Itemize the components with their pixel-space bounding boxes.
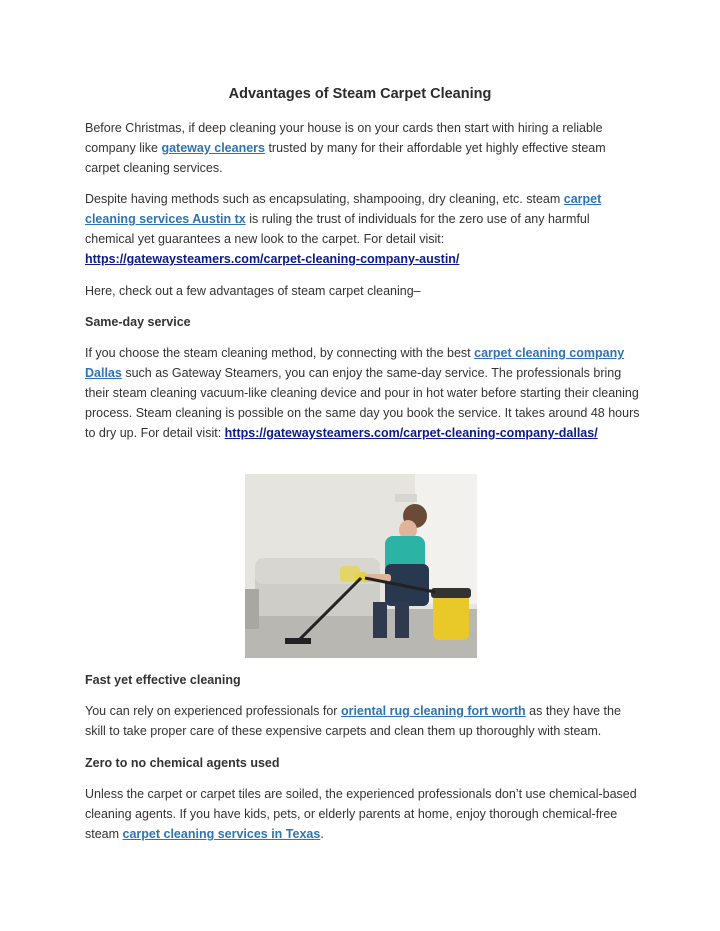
link-gateway-cleaners[interactable]: gateway cleaners [161,141,265,155]
url-link-dallas[interactable]: https://gatewaysteamers.com/carpet-cleaning-company-dallas/ [224,426,598,440]
paragraph-methods [85,189,640,269]
paragraph-text: If you choose the steam cleaning method, by connecting with the best [85,346,475,360]
paragraph-advantages-intro: Here, check out a few advantages of steam carpet cleaning– [85,284,421,298]
paragraph-text: Before Christmas, if deep cleaning your house is on your cards then start with hiring a reliable company like [85,121,603,155]
page-title: Advantages of Steam Carpet Cleaning [228,86,492,102]
paragraph-text: such as Gateway Steamers, you can enjoy the same-day service. The professionals bring their steam cleaning vacuum-like cleaning device and pour in hot water before starting their cleaning process. Steam cleaning is possible on the same day you book the service. It takes around 48 hours to dry up. For detail visit: [85,366,640,440]
heading-same-day-service: Same-day service [85,315,191,329]
url-link-austin[interactable]: https://gatewaysteamers.com/carpet-cleaning-company-austin/ [85,252,460,266]
paragraph-text: as they have the skill to take proper care of these expensive carpets and clean them up thoroughly with steam. [85,704,621,738]
paragraph-intro [85,118,640,178]
paragraph-text: You can rely on experienced professionals for [85,704,341,718]
link-carpet-cleaning-austin[interactable]: carpet cleaning services Austin tx [85,192,602,226]
heading-fast-effective: Fast yet effective cleaning [85,673,241,687]
paragraph-text: . [320,827,324,841]
paragraph-rug-cleaning [85,701,640,741]
link-carpet-cleaning-texas[interactable]: carpet cleaning services in Texas [122,827,321,841]
cleaning-photo [245,474,477,658]
paragraph-text: Unless the carpet or carpet tiles are soiled, the experienced professionals don’t use chemical-based cleaning agents. If you have kids, pets, or elderly parents at home, enjoy thorough chemical-free steam [85,787,637,841]
paragraph-text: trusted by many for their affordable yet highly effective steam carpet cleaning services. [85,141,606,175]
paragraph-same-day [85,343,640,443]
paragraph-text: is ruling the trust of individuals for the zero use of any harmful chemical yet guarantees a new look to the carpet. For detail visit: [85,212,590,246]
paragraph-chemical-free [85,784,640,844]
paragraph-text: Despite having methods such as encapsulating, shampooing, dry cleaning, etc. steam [85,192,564,206]
link-carpet-cleaning-dallas[interactable]: carpet cleaning company Dallas [85,346,625,380]
heading-zero-chemical: Zero to no chemical agents used [85,756,280,770]
link-oriental-rug-cleaning[interactable]: oriental rug cleaning fort worth [340,704,526,718]
